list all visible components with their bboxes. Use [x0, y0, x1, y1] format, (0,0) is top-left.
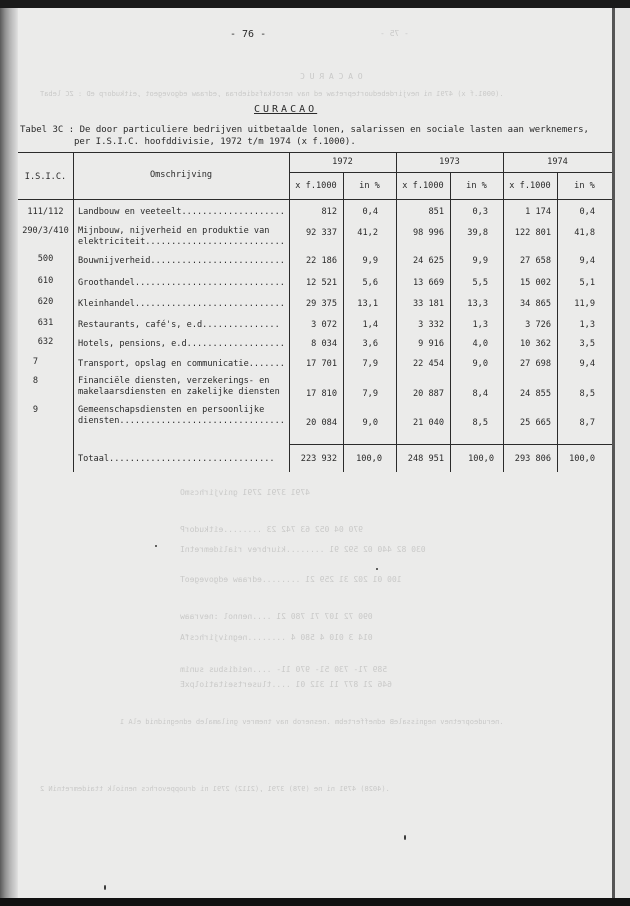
row-description: Hotels, pensions, e.d................... — [78, 339, 285, 349]
isic-code: 620 — [37, 297, 54, 307]
isic-code: 631 — [37, 318, 54, 328]
amount-1974: 27 658 — [519, 256, 551, 266]
amount-1972: 8 034 — [311, 339, 337, 349]
isic-code: 111/112 — [27, 207, 64, 217]
percent-1974: 1,3 — [579, 320, 595, 330]
header-year-1973: 1973 — [439, 157, 460, 167]
row-description: Gemeenschapsdiensten en persoonlijke — [78, 405, 265, 415]
amount-1973: 20 887 — [412, 389, 444, 399]
total-percent-1974: 100,0 — [569, 454, 595, 464]
header-percent-1973: in % — [466, 181, 487, 191]
percent-1974: 5,1 — [579, 278, 595, 288]
bleed-through-text: O A C A R U C — [300, 72, 363, 81]
percent-1973: 5,5 — [472, 278, 488, 288]
percent-1972: 9,9 — [362, 256, 378, 266]
percent-1973: 8,4 — [472, 389, 488, 399]
bleed-through-text: 030 82 440 02 592 91 ........kiurbrev rialidemretnI — [180, 545, 426, 554]
row-description: Restaurants, café's, e.d............... — [78, 320, 280, 330]
scan-speck — [104, 885, 106, 890]
row-description: Landbouw en veeteelt.................... — [78, 207, 285, 217]
percent-1974: 3,5 — [579, 339, 595, 349]
total-amount-1973: 248 951 — [407, 454, 444, 464]
amount-1974: 15 002 — [519, 278, 551, 288]
total-percent-1972: 100,0 — [356, 454, 382, 464]
amount-1974: 27 698 — [519, 359, 551, 369]
percent-1973: 1,3 — [472, 320, 488, 330]
isic-code: 8 — [32, 376, 39, 386]
amount-1973: 24 625 — [412, 256, 444, 266]
percent-1972: 7,9 — [362, 359, 378, 369]
scan-speck — [376, 568, 378, 570]
facing-page-strip — [615, 8, 630, 898]
amount-1974: 1 174 — [525, 207, 551, 217]
header-amount-1974: x f.1000 — [509, 181, 551, 191]
amount-1972: 29 375 — [305, 299, 337, 309]
amount-1973: 98 996 — [412, 228, 444, 238]
isic-code: 610 — [37, 276, 54, 286]
header-description: Omschrijving — [149, 170, 213, 180]
amount-1973: 3 332 — [418, 320, 444, 330]
percent-1972: 41,2 — [357, 228, 378, 238]
header-isic: I.S.I.C. — [24, 172, 67, 182]
percent-1972: 9,0 — [362, 418, 378, 428]
isic-code: 632 — [37, 337, 54, 347]
percent-1974: 9,4 — [579, 256, 595, 266]
amount-1974: 25 665 — [519, 418, 551, 428]
row-description: Kleinhandel............................. — [78, 299, 285, 309]
amount-1973: 33 181 — [412, 299, 444, 309]
percent-1973: 0,3 — [472, 207, 488, 217]
amount-1974: 34 865 — [519, 299, 551, 309]
percent-1972: 3,6 — [362, 339, 378, 349]
bleed-through-text: 4791 3791 2791 gnivjirhcsmO — [180, 488, 311, 497]
percent-1974: 8,5 — [579, 389, 595, 399]
bleed-through-text: 014 3 010 4 580 4 ........negnivjirhcsfA — [180, 633, 373, 642]
row-description-cont: elektriciteit........................... — [78, 237, 285, 247]
header-amount-1972: x f.1000 — [295, 181, 337, 191]
percent-1972: 5,6 — [362, 278, 378, 288]
amount-1973: 9 916 — [418, 339, 444, 349]
percent-1974: 41,8 — [574, 228, 595, 238]
header-amount-1973: x f.1000 — [402, 181, 444, 191]
percent-1973: 9,9 — [472, 256, 488, 266]
percent-1973: 39,8 — [467, 228, 488, 238]
header-year-1974: 1974 — [547, 157, 568, 167]
table-caption-line-2: per I.S.I.C. hoofddivisie, 1972 t/m 1974 (x f.1000). — [74, 137, 356, 147]
percent-1972: 13,1 — [357, 299, 378, 309]
page-binding-edge — [0, 8, 18, 898]
page-number: - 76 - — [230, 29, 267, 40]
header-percent-1974: in % — [574, 181, 595, 191]
row-description: Transport, opslag en communicatie....... — [78, 359, 285, 369]
bleed-through-text: 589 71- 730 51- 970 11- ....neidisbus sunim — [180, 665, 388, 674]
amount-1973: 21 040 — [412, 418, 444, 428]
percent-1974: 0,4 — [579, 207, 595, 217]
percent-1974: 8,7 — [579, 418, 595, 428]
percent-1973: 8,5 — [472, 418, 488, 428]
row-description: Mijnbouw, nijverheid en produktie van — [78, 226, 270, 236]
bleed-through-text: 090 72 107 71 780 21 ....nennol :nevraaw — [180, 612, 373, 621]
row-description: Bouwnijverheid.......................... — [78, 256, 285, 266]
total-label: Totaal................................ — [78, 454, 275, 464]
bleed-through-text: 646 21 877 11 312 01 ....tlusertseitatiolpxE — [180, 680, 392, 689]
scan-bottom-border — [0, 898, 630, 906]
percent-1972: 1,4 — [362, 320, 378, 330]
amount-1973: 22 454 — [412, 359, 444, 369]
col-divider — [73, 152, 74, 472]
header-year-1972: 1972 — [332, 157, 353, 167]
amount-1972: 17 810 — [305, 389, 337, 399]
header-percent-1972: in % — [359, 181, 380, 191]
total-percent-1973: 100,0 — [468, 454, 494, 464]
row-description-cont: makelaarsdiensten en zakelijke diensten — [78, 387, 280, 397]
amount-1973: 13 669 — [412, 278, 444, 288]
amount-1972: 92 337 — [305, 228, 337, 238]
percent-1974: 9,4 — [579, 359, 595, 369]
percent-1972: 7,9 — [362, 389, 378, 399]
row-description: Groothandel............................. — [78, 278, 285, 288]
bleed-through-text: .nerudeopretnev negnissaleB edneffertebm .nesnerob nav tnemrev gnilamaleb ednegnidnid elA 1 — [120, 718, 504, 726]
header-bottom-rule — [18, 199, 612, 200]
percent-1973: 13,3 — [467, 299, 488, 309]
amount-1974: 24 855 — [519, 389, 551, 399]
amount-1972: 12 521 — [305, 278, 337, 288]
isic-code: 9 — [32, 405, 39, 415]
amount-1972: 20 084 — [305, 418, 337, 428]
amount-1972: 3 072 — [311, 320, 337, 330]
table-caption-line-1: Tabel 3C : De door particuliere bedrijven uitbetaalde lonen, salarissen en sociale lasten aan werknemers, — [20, 125, 589, 135]
region-title: CURACAO — [254, 104, 318, 115]
percent-1972: 0,4 — [362, 207, 378, 217]
bleed-through-text: .(4028) 4791 ni ne (978) 3791 ,(2112) 2791 ni druoppevorhcs neniolk ttaidemretniN 2 — [40, 785, 390, 793]
amount-1974: 10 362 — [519, 339, 551, 349]
bleed-through-text: - 75 - — [380, 29, 409, 38]
row-description: Financiële diensten, verzekerings- en — [78, 376, 270, 386]
isic-code: 7 — [32, 357, 39, 367]
isic-code: 290/3/410 — [22, 226, 69, 236]
table-top-rule — [18, 152, 612, 153]
amount-1972: 17 701 — [305, 359, 337, 369]
amount-1972: 812 — [321, 207, 337, 217]
amount-1974: 3 726 — [525, 320, 551, 330]
isic-code: 500 — [37, 254, 54, 264]
percent-1973: 4,0 — [472, 339, 488, 349]
bleed-through-text: .(0001.f x) 4791 ni nevjirdebeduortepretaw ed nav nerotkafsdiebraa ,edraaw edgovegeot ,eitkudorp eD : ZC lebaT — [40, 90, 504, 98]
total-amount-1974: 293 806 — [514, 454, 551, 464]
percent-1974: 11,9 — [574, 299, 595, 309]
amount-1972: 22 186 — [305, 256, 337, 266]
amount-1974: 122 801 — [514, 228, 551, 238]
bleed-through-text: 970 04 052 63 742 23 ........eitkudorP — [180, 525, 364, 534]
amount-1973: 851 — [428, 207, 444, 217]
bleed-through-text: 100 01 202 31 259 21 ........edraaw edgovegeoT — [180, 575, 402, 584]
total-amount-1972: 223 932 — [300, 454, 337, 464]
row-description-cont: diensten................................ — [78, 416, 285, 426]
scan-speck — [404, 835, 406, 840]
percent-1973: 9,0 — [472, 359, 488, 369]
scan-speck — [155, 545, 157, 547]
